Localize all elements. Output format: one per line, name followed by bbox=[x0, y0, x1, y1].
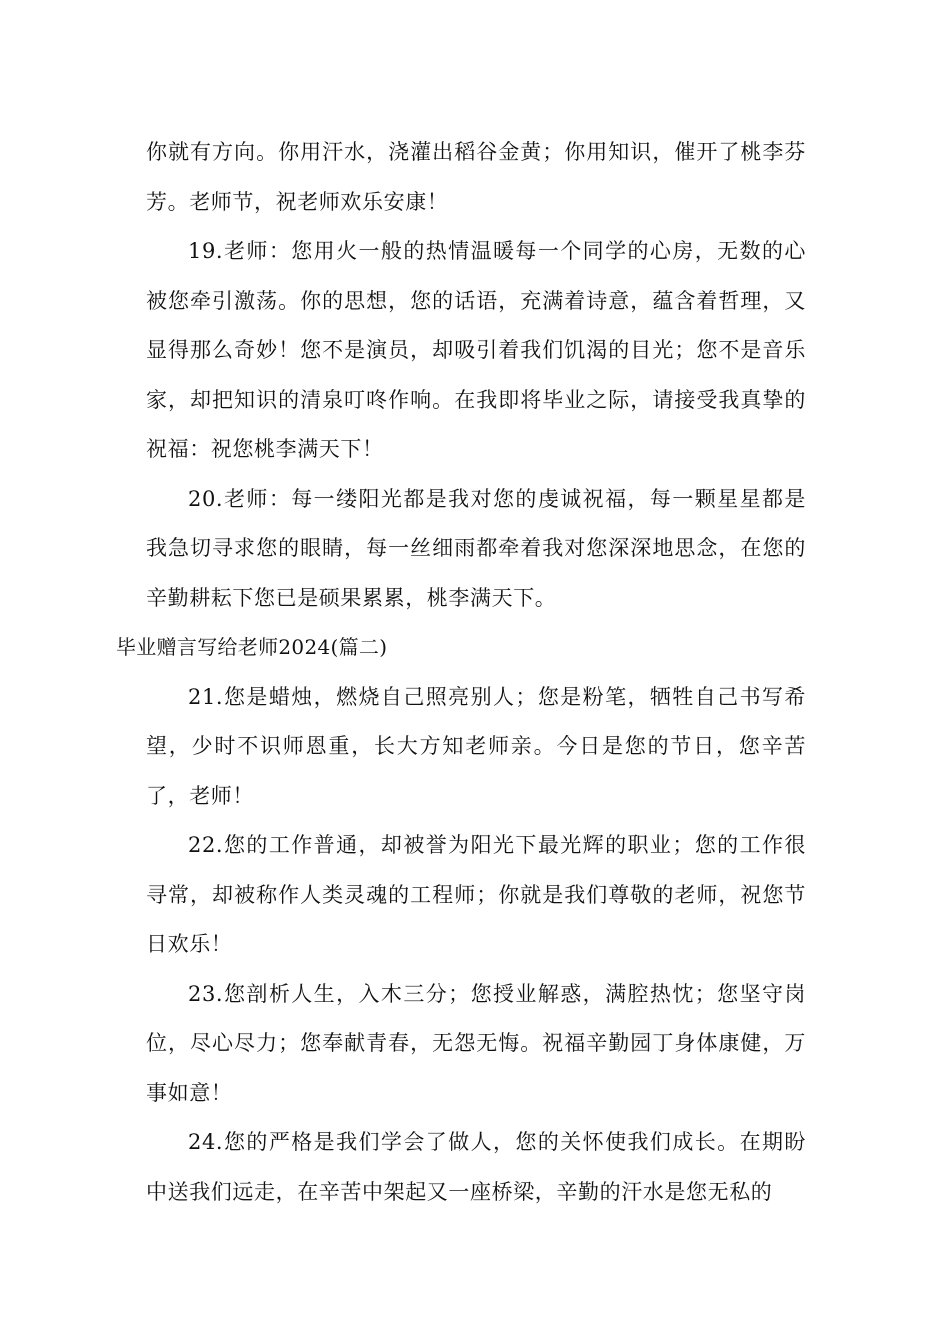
paragraph-23: 23.您剖析人生，入木三分；您授业解惑，满腔热忱；您坚守岗位，尽心尽力；您奉献青春，无怨无悔。祝福辛勤园丁身体康健，万事如意！ bbox=[146, 981, 806, 1105]
document-body bbox=[116, 128, 806, 1217]
paragraph-21: 21.您是蜡烛，燃烧自己照亮别人；您是粉笔，牺牲自己书写希望，少时不识师恩重，长大方知老师亲。今日是您的节日，您辛苦了，老师！ bbox=[146, 684, 806, 808]
paragraph-24: 24.您的严格是我们学会了做人，您的关怀使我们成长。在期盼中送我们远走，在辛苦中架起又一座桥梁，辛勤的汗水是您无私的 bbox=[146, 1130, 806, 1204]
paragraph-19: 19.老师：您用火一般的热情温暖每一个同学的心房，无数的心被您牵引激荡。你的思想，您的话语，充满着诗意，蕴含着哲理，又显得那么奇妙！您不是演员，却吸引着我们饥渴的目光；您不是音乐家，却把知识的清泉叮咚作响。在我即将毕业之际，请接受我真挚的祝福：祝您桃李满天下！ bbox=[146, 239, 806, 461]
paragraph-22: 22.您的工作普通，却被誉为阳光下最光辉的职业；您的工作很寻常，却被称作人类灵魂的工程师；你就是我们尊敬的老师，祝您节日欢乐！ bbox=[146, 833, 806, 956]
section-heading: 毕业赠言写给老师2024(篇二) bbox=[116, 635, 388, 659]
paragraph-continuation: 你就有方向。你用汗水，浇灌出稻谷金黄；你用知识，催开了桃李芬芳。老师节，祝老师欢乐安康！ bbox=[146, 140, 806, 214]
paragraph-20: 20.老师：每一缕阳光都是我对您的虔诚祝福，每一颗星星都是我急切寻求您的眼睛，每一丝细雨都牵着我对您深深地思念，在您的辛勤耕耘下您已是硕果累累，桃李满天下。 bbox=[146, 486, 806, 610]
